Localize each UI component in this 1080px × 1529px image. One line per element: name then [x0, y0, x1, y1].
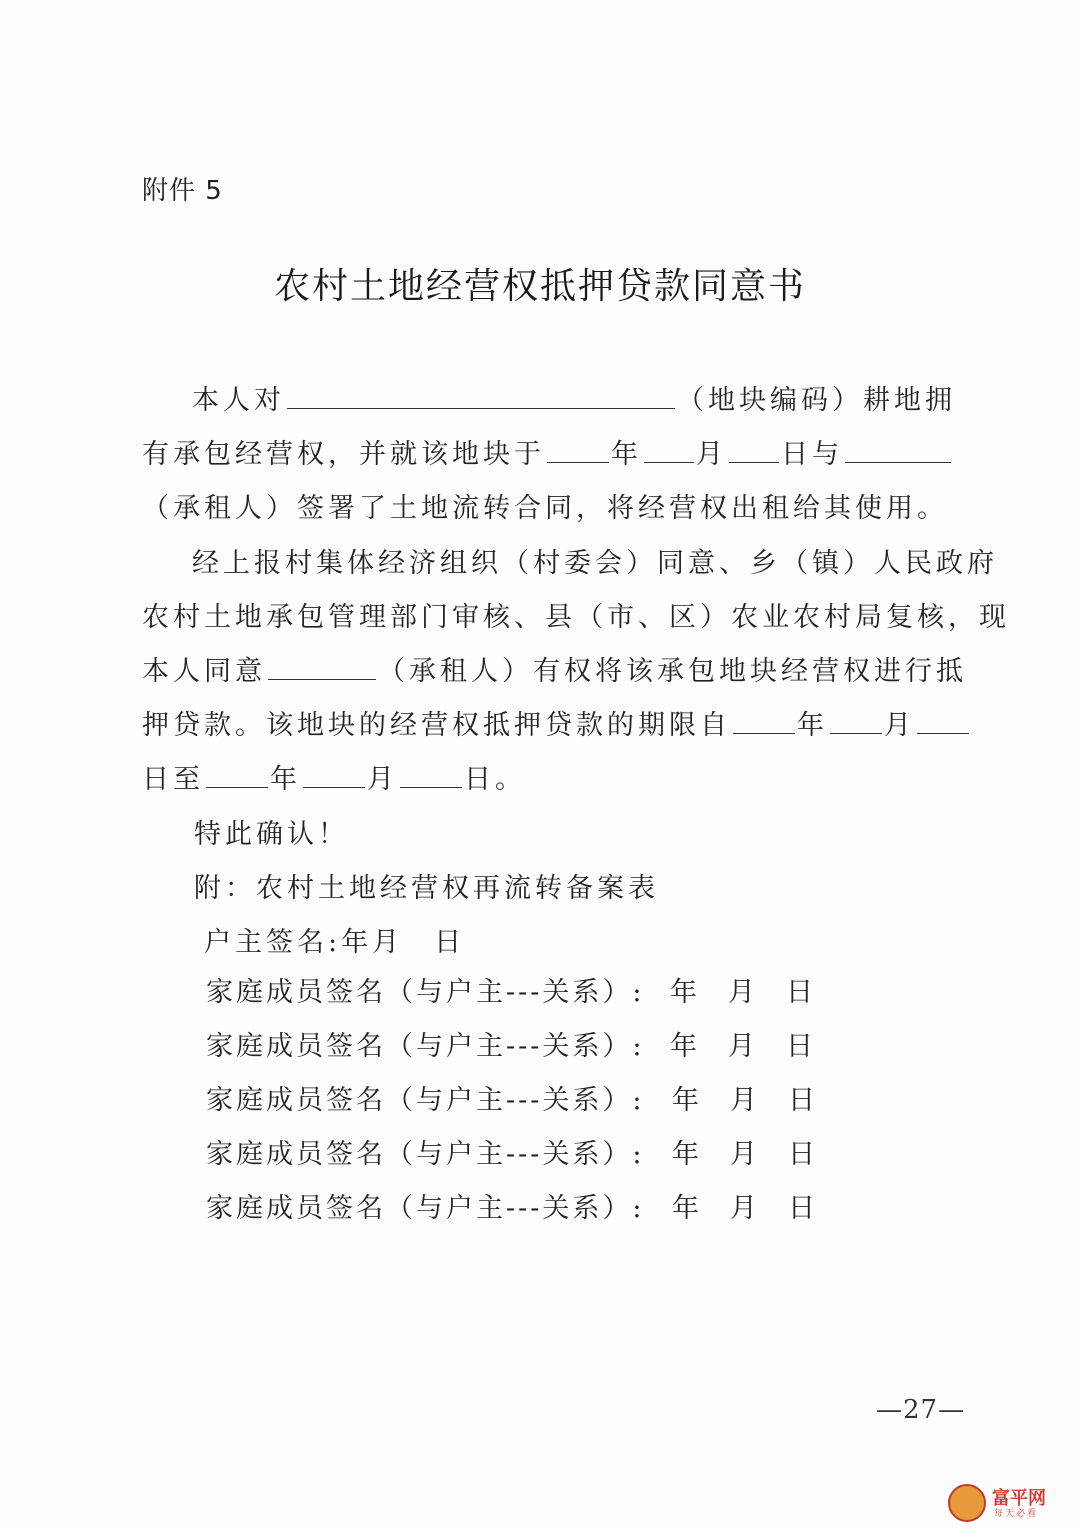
para2-text: 年	[270, 764, 301, 795]
sig-month: 月	[730, 1085, 757, 1116]
sig-month: 月	[730, 1139, 757, 1170]
para2-text: 日至	[142, 764, 204, 795]
para1-text: 本人对	[192, 385, 285, 416]
para1-text: 有承包经营权，并就该地块于	[142, 439, 545, 470]
lessee-blank	[268, 653, 376, 680]
sig-day: 日	[786, 1031, 813, 1062]
para1-text: 日与	[781, 439, 843, 470]
para2-line2: 农村土地承包管理部门审核、县（市、区）农业农村局复核，现	[142, 602, 1010, 633]
owner-signature: 户主签名:年月 日	[204, 927, 466, 958]
sig-month: 月	[730, 1193, 757, 1224]
sig-day: 日	[788, 1085, 815, 1116]
month-blank	[644, 436, 694, 463]
family-signature-label: 家庭成员签名（与户主---关系）:	[206, 977, 645, 1008]
sig-month: 月	[728, 1031, 755, 1062]
sig-year: 年	[672, 1193, 699, 1224]
family-signature-label: 家庭成员签名（与户主---关系）:	[206, 1139, 645, 1170]
para2-text: 月	[367, 764, 398, 795]
sig-day: 日	[786, 977, 813, 1008]
family-signature-label: 家庭成员签名（与户主---关系）:	[206, 1085, 645, 1116]
watermark-sub: 每天必看	[994, 1509, 1039, 1519]
sig-month: 月	[728, 977, 755, 1008]
month-blank	[830, 707, 882, 734]
year-blank	[733, 707, 795, 734]
sig-day: 日	[788, 1139, 815, 1170]
sig-year: 年	[672, 1085, 699, 1116]
para2-text: 月	[884, 710, 915, 741]
para1-line2	[142, 432, 953, 471]
para1-text: （地块编码）耕地拥	[677, 385, 956, 416]
para1-text: 年	[611, 439, 642, 470]
family-signature-row	[206, 1078, 644, 1117]
family-signature-row	[206, 970, 644, 1009]
para2-text: 年	[797, 710, 828, 741]
para2-text: 日。	[464, 764, 526, 795]
para2-line5	[142, 757, 526, 796]
para1-line1	[192, 378, 956, 417]
sig-year: 年	[670, 1031, 697, 1062]
family-signature-label: 家庭成员签名（与户主---关系）:	[206, 1031, 645, 1062]
appendix-text: 附：农村土地经营权再流转备案表	[194, 873, 659, 904]
confirm-text: 特此确认！	[194, 819, 349, 850]
year-blank	[206, 761, 268, 788]
watermark-name: 富平网	[992, 1488, 1046, 1509]
plot-code-blank	[287, 382, 675, 409]
day-blank	[917, 707, 969, 734]
family-signature-row	[206, 1132, 644, 1171]
watermark-logo-icon	[948, 1484, 986, 1522]
para2-text: 本人同意	[142, 656, 266, 687]
para2-text: 押贷款。该地块的经营权抵押贷款的期限自	[142, 710, 731, 741]
watermark	[948, 1484, 1068, 1524]
para1-line3: （承租人）签署了土地流转合同，将经营权出租给其使用。	[142, 493, 948, 524]
page-number: —27—	[876, 1395, 966, 1425]
family-signature-row	[206, 1186, 644, 1225]
para2-line3	[142, 649, 967, 688]
para2-line1: 经上报村集体经济组织（村委会）同意、乡（镇）人民政府	[192, 548, 998, 579]
attachment-label: 附件 5	[142, 176, 223, 206]
day-blank	[729, 436, 779, 463]
sig-day: 日	[788, 1193, 815, 1224]
sig-year: 年	[670, 977, 697, 1008]
month-blank	[303, 761, 365, 788]
lessee-blank	[845, 436, 951, 463]
year-blank	[547, 436, 609, 463]
page-title: 农村土地经营权抵押贷款同意书	[273, 266, 806, 307]
family-signature-label: 家庭成员签名（与户主---关系）:	[206, 1193, 645, 1224]
day-blank	[400, 761, 462, 788]
family-signature-row	[206, 1024, 644, 1063]
para2-text: （承租人）有权将该承包地块经营权进行抵	[378, 656, 967, 687]
sig-year: 年	[672, 1139, 699, 1170]
para2-line4	[142, 703, 971, 742]
para1-text: 月	[696, 439, 727, 470]
